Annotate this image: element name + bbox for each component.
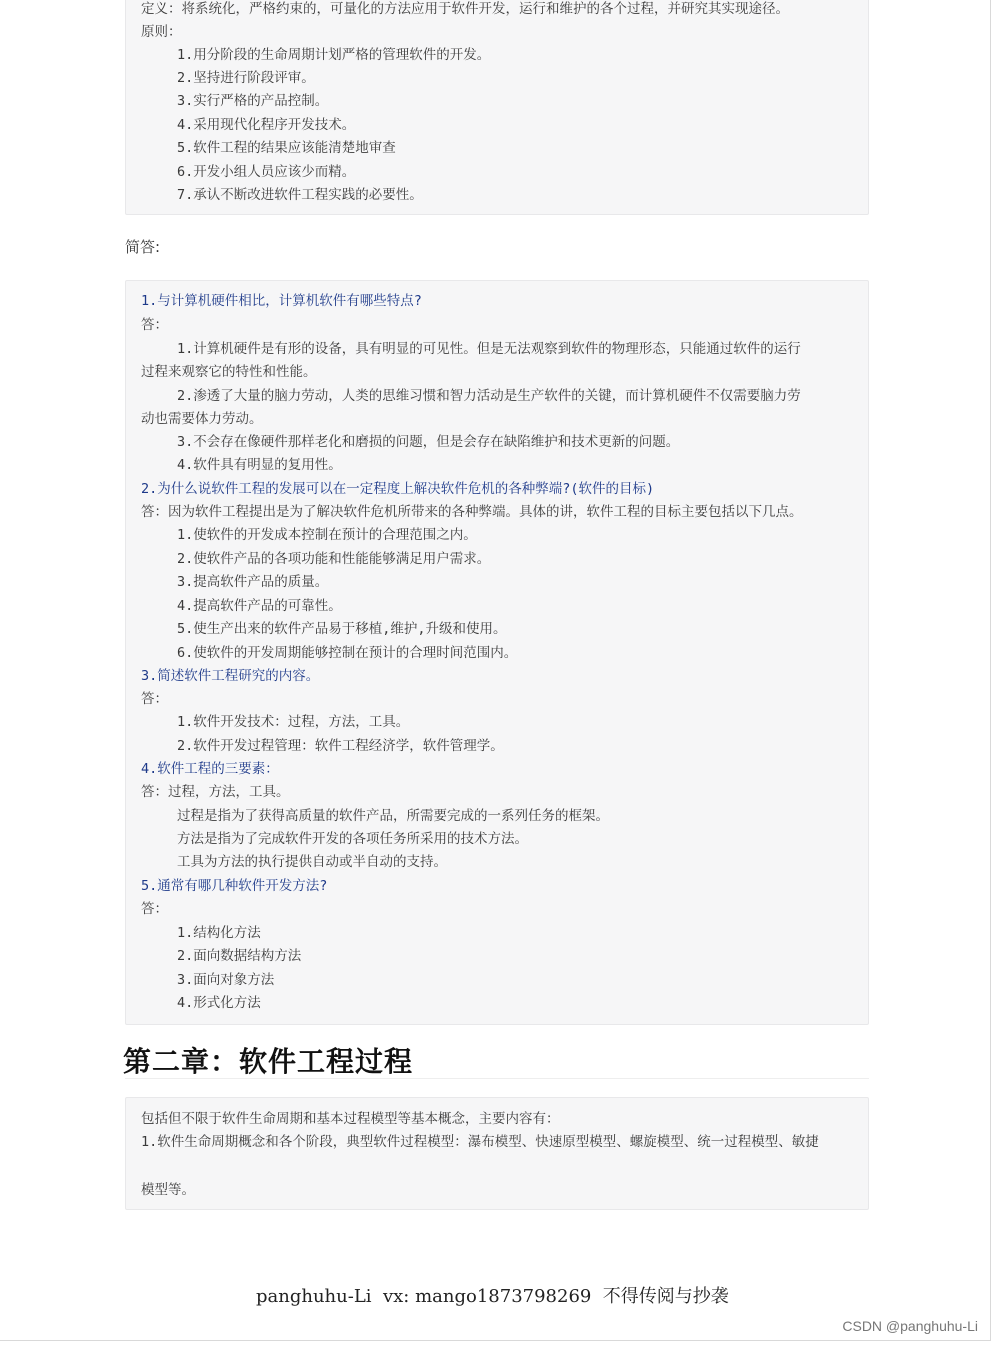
answer-line: 3.不会存在像硬件那样老化和磨损的问题，但是会存在缺陷维护和技术更新的问题。 bbox=[177, 434, 680, 450]
answer-item: 过程是指为了获得高质量的软件产品，所需要完成的一系列任务的框架。 bbox=[177, 808, 609, 824]
answer-item: 4.形式化方法 bbox=[177, 995, 261, 1011]
answer-label: 答： bbox=[141, 317, 168, 333]
answer-line: 答：因为软件工程提出是为了解决软件危机所带来的各种弊端。具体的讲，软件工程的目标主要包括以下几点。 bbox=[141, 504, 803, 520]
definition-code-block bbox=[125, 0, 869, 215]
principle-item: 2.坚持进行阶段评审。 bbox=[177, 70, 315, 86]
question-5: 5.通常有哪几种软件开发方法? bbox=[141, 878, 328, 894]
answer-line: 1.计算机硬件是有形的设备，具有明显的可见性。但是无法观察到软件的物理形态，只能通过软件的运行 bbox=[177, 341, 801, 357]
question-3: 3.简述软件工程研究的内容。 bbox=[141, 668, 320, 684]
principle-item: 6.开发小组人员应该少而精。 bbox=[177, 164, 356, 180]
answer-item: 3.提高软件产品的质量。 bbox=[177, 574, 329, 590]
answer-line: 2.渗透了大量的脑力劳动，人类的思维习惯和智力活动是生产软件的关键，而计算机硬件不仅需要脑力劳 bbox=[177, 388, 801, 404]
answer-item: 4.提高软件产品的可靠性。 bbox=[177, 598, 342, 614]
answer-item: 1.软件开发技术：过程，方法，工具。 bbox=[177, 714, 410, 730]
answer-item: 1.使软件的开发成本控制在预计的合理范围之内。 bbox=[177, 527, 477, 543]
answer-item: 2.使软件产品的各项功能和性能能够满足用户需求。 bbox=[177, 551, 491, 567]
answer-label: 答： bbox=[141, 901, 168, 917]
answer-line: 4.软件具有明显的复用性。 bbox=[177, 457, 342, 473]
chapter-title: 第二章：软件工程过程 bbox=[123, 1045, 414, 1078]
definition-text: 定义：将系统化，严格约束的，可量化的方法应用于软件开发，运行和维护的各个过程，并研究其实现途径。 bbox=[141, 1, 789, 17]
principles-label: 原则： bbox=[141, 24, 182, 40]
answer-item: 工具为方法的执行提供自动或半自动的支持。 bbox=[177, 854, 447, 870]
qa-code-block bbox=[125, 280, 869, 1025]
csdn-watermark: CSDN @panghuhu-Li bbox=[842, 1318, 978, 1334]
principle-item: 3.实行严格的产品控制。 bbox=[177, 93, 329, 109]
principle-item: 1.用分阶段的生命周期计划严格的管理软件的开发。 bbox=[177, 47, 491, 63]
answer-item: 1.结构化方法 bbox=[177, 925, 261, 941]
author-note: panghuhu-Li vx: mango1873798269 不得传阅与抄袭 bbox=[256, 1286, 729, 1307]
answer-line: 答：过程，方法，工具。 bbox=[141, 784, 290, 800]
answer-line: 动也需要体力劳动。 bbox=[141, 411, 263, 427]
summary-intro: 包括但不限于软件生命周期和基本过程模型等基本概念，主要内容有： bbox=[141, 1111, 560, 1127]
question-4: 4.软件工程的三要素： bbox=[141, 761, 279, 777]
answer-item: 6.使软件的开发周期能够控制在预计的合理时间范围内。 bbox=[177, 645, 518, 661]
summary-item-continued: 模型等。 bbox=[141, 1182, 195, 1198]
principle-item: 5.软件工程的结果应该能清楚地审查 bbox=[177, 140, 396, 156]
answer-item: 5.使生产出来的软件产品易于移植,维护,升级和使用。 bbox=[177, 621, 507, 637]
question-1: 1.与计算机硬件相比，计算机软件有哪些特点? bbox=[141, 293, 422, 309]
chapter-summary-block bbox=[125, 1097, 869, 1210]
answer-label: 答： bbox=[141, 691, 168, 707]
summary-item: 1.软件生命周期概念和各个阶段，典型软件过程模型：瀑布模型、快速原型模型、螺旋模型、统一过程模型、敏捷 bbox=[141, 1134, 819, 1150]
answer-item: 2.面向数据结构方法 bbox=[177, 948, 302, 964]
short-answer-heading: 简答: bbox=[125, 238, 161, 256]
answer-line: 过程来观察它的特性和性能。 bbox=[141, 364, 317, 380]
answer-item: 3.面向对象方法 bbox=[177, 972, 275, 988]
principle-item: 4.采用现代化程序开发技术。 bbox=[177, 117, 356, 133]
chapter-divider bbox=[125, 1078, 869, 1079]
answer-item: 方法是指为了完成软件开发的各项任务所采用的技术方法。 bbox=[177, 831, 528, 847]
answer-item: 2.软件开发过程管理：软件工程经济学，软件管理学。 bbox=[177, 738, 504, 754]
principle-item: 7.承认不断改进软件工程实践的必要性。 bbox=[177, 187, 423, 203]
question-2: 2.为什么说软件工程的发展可以在一定程度上解决软件危机的各种弊端?(软件的目标) bbox=[141, 481, 655, 497]
